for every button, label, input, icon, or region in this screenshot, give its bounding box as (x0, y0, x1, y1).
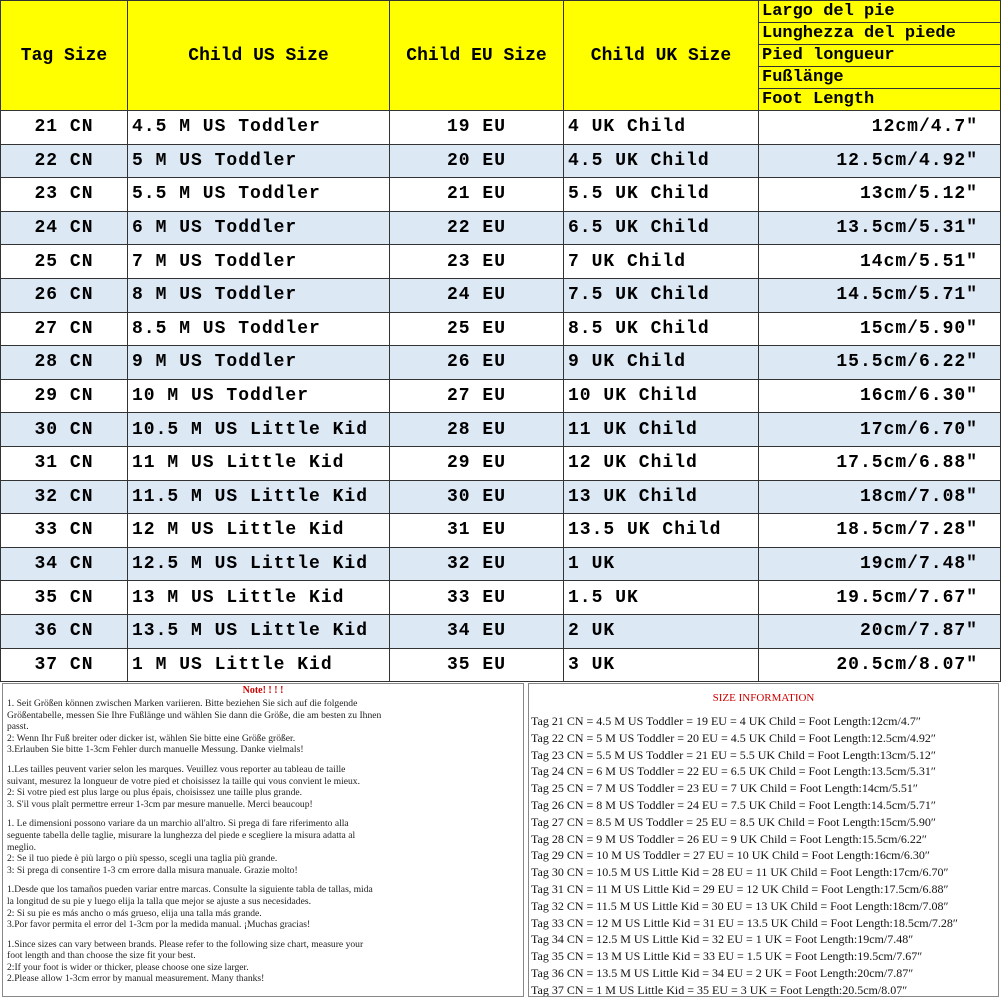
cell-us-size: 4.5 M US Toddler (128, 111, 390, 145)
cell-eu-size: 30 EU (390, 480, 564, 514)
cell-us-size: 12 M US Little Kid (128, 514, 390, 548)
cell-uk-size: 7 UK Child (564, 245, 759, 279)
cell-eu-size: 20 EU (390, 144, 564, 178)
cell-tag-size: 28 CN (1, 346, 128, 380)
cell-tag-size: 37 CN (1, 648, 128, 682)
note-title: Note! ! ! ! (242, 685, 284, 696)
table-row (1, 648, 1001, 682)
cell-us-size: 9 M US Toddler (128, 346, 390, 380)
cell-us-size: 5 M US Toddler (128, 144, 390, 178)
cell-us-size: 13 M US Little Kid (128, 581, 390, 615)
cell-foot-length: 19.5cm/7.67″ (759, 581, 1001, 615)
cell-foot-length: 15cm/5.90″ (759, 312, 1001, 346)
cell-foot-length: 14.5cm/5.71″ (759, 278, 1001, 312)
cell-eu-size: 32 EU (390, 547, 564, 581)
cell-tag-size: 34 CN (1, 547, 128, 581)
table-header-row (1, 1, 1001, 111)
size-information-line: Tag 31 CN = 11 M US Little Kid = 29 EU = 12 UK Child = Foot Length:17.5cm/6.88″ (531, 881, 949, 896)
note-paragraph-fr: 1.Les tailles peuvent varier selon les marques. Veuillez vous reporter au tableau de taille suivant, mesurez la longueur de votre pied et choisissez la taille qui vous convient le mieux. 2: Si votre pied est plus large ou plus épais, choisissez une taille plus grande. 3. S'il vous plaît permettre erreur 1-3cm par mesure manuelle. Merci beaucoup! (7, 763, 361, 810)
cell-eu-size: 31 EU (390, 514, 564, 548)
cell-uk-size: 1.5 UK (564, 581, 759, 615)
table-row (1, 178, 1001, 212)
header-tag-size: Tag Size (1, 1, 128, 111)
size-information-line: Tag 29 CN = 10 M US Toddler = 27 EU = 10 UK Child = Foot Length:16cm/6.30″ (531, 848, 930, 863)
cell-eu-size: 33 EU (390, 581, 564, 615)
cell-uk-size: 7.5 UK Child (564, 278, 759, 312)
cell-us-size: 8 M US Toddler (128, 278, 390, 312)
cell-uk-size: 1 UK (564, 547, 759, 581)
cell-foot-length: 16cm/6.30″ (759, 379, 1001, 413)
cell-foot-length: 17cm/6.70″ (759, 413, 1001, 447)
cell-foot-length: 15.5cm/6.22″ (759, 346, 1001, 380)
cell-uk-size: 11 UK Child (564, 413, 759, 447)
size-information-line: Tag 30 CN = 10.5 M US Little Kid = 28 EU = 11 UK Child = Foot Length:17cm/6.70″ (531, 865, 949, 880)
cell-eu-size: 19 EU (390, 111, 564, 145)
table-row (1, 581, 1001, 615)
table-row (1, 346, 1001, 380)
cell-foot-length: 20.5cm/8.07″ (759, 648, 1001, 682)
cell-uk-size: 5.5 UK Child (564, 178, 759, 212)
size-information-line: Tag 32 CN = 11.5 M US Little Kid = 30 EU = 13 UK Child = Foot Length:18cm/7.08″ (531, 898, 949, 913)
table-row (1, 514, 1001, 548)
cell-uk-size: 9 UK Child (564, 346, 759, 380)
cell-eu-size: 29 EU (390, 446, 564, 480)
cell-uk-size: 2 UK (564, 614, 759, 648)
cell-us-size: 10.5 M US Little Kid (128, 413, 390, 447)
foot-length-label-it: Lunghezza del piede (759, 23, 1000, 45)
cell-tag-size: 30 CN (1, 413, 128, 447)
cell-eu-size: 23 EU (390, 245, 564, 279)
table-row (1, 413, 1001, 447)
table-row (1, 614, 1001, 648)
cell-uk-size: 6.5 UK Child (564, 211, 759, 245)
size-information-title: SIZE INFORMATION (712, 692, 815, 704)
cell-tag-size: 27 CN (1, 312, 128, 346)
cell-us-size: 13.5 M US Little Kid (128, 614, 390, 648)
size-information-line: Tag 33 CN = 12 M US Little Kid = 31 EU = 13.5 UK Child = Foot Length:18.5cm/7.28″ (531, 915, 958, 930)
cell-eu-size: 26 EU (390, 346, 564, 380)
cell-foot-length: 14cm/5.51″ (759, 245, 1001, 279)
cell-foot-length: 18.5cm/7.28″ (759, 514, 1001, 548)
cell-uk-size: 3 UK (564, 648, 759, 682)
note-panel (2, 683, 524, 997)
cell-foot-length: 13.5cm/5.31″ (759, 211, 1001, 245)
cell-tag-size: 26 CN (1, 278, 128, 312)
cell-uk-size: 12 UK Child (564, 446, 759, 480)
cell-tag-size: 33 CN (1, 514, 128, 548)
cell-foot-length: 12cm/4.7″ (759, 111, 1001, 145)
size-information-line: Tag 21 CN = 4.5 M US Toddler = 19 EU = 4 UK Child = Foot Length:12cm/4.7″ (531, 714, 921, 728)
cell-uk-size: 13 UK Child (564, 480, 759, 514)
cell-tag-size: 32 CN (1, 480, 128, 514)
cell-foot-length: 17.5cm/6.88″ (759, 446, 1001, 480)
cell-foot-length: 19cm/7.48″ (759, 547, 1001, 581)
cell-us-size: 11 M US Little Kid (128, 446, 390, 480)
note-paragraph-es: 1.Desde que los tamaños pueden variar entre marcas. Consulte la siguiente tabla de tallas, mida la longitud de su pie y luego elija la talla que mejor se ajuste a sus necesidades. 2: Si su pie es más ancho o más grueso, elija una talla más grande. 3.Por favor permita el error del 1-3cm por la medida manual. ¡Muchas gracias! (7, 884, 373, 931)
cell-us-size: 11.5 M US Little Kid (128, 480, 390, 514)
foot-length-label-en: Foot Length (762, 90, 875, 109)
header-foot-length (759, 1, 1001, 111)
cell-foot-length: 13cm/5.12″ (759, 178, 1001, 212)
cell-eu-size: 34 EU (390, 614, 564, 648)
table-row (1, 144, 1001, 178)
cell-uk-size: 10 UK Child (564, 379, 759, 413)
table-row (1, 312, 1001, 346)
table-row (1, 211, 1001, 245)
cell-uk-size: 8.5 UK Child (564, 312, 759, 346)
cell-tag-size: 23 CN (1, 178, 128, 212)
cell-eu-size: 24 EU (390, 278, 564, 312)
size-information-line: Tag 28 CN = 9 M US Toddler = 26 EU = 9 UK Child = Foot Length:15.5cm/6.22″ (531, 831, 927, 846)
size-information-line: Tag 37 CN = 1 M US Little Kid = 35 EU = 3 UK = Foot Length:20.5cm/8.07″ (531, 982, 908, 997)
cell-us-size: 7 M US Toddler (128, 245, 390, 279)
table-row (1, 278, 1001, 312)
size-information-line: Tag 22 CN = 5 M US Toddler = 20 EU = 4.5 UK Child = Foot Length:12.5cm/4.92″ (531, 730, 936, 745)
table-row (1, 446, 1001, 480)
foot-length-label-fr: Pied longueur (759, 45, 1000, 67)
cell-uk-size: 4.5 UK Child (564, 144, 759, 178)
size-information-panel (528, 683, 999, 997)
size-information-line: Tag 27 CN = 8.5 M US Toddler = 25 EU = 8.5 UK Child = Foot Length:15cm/5.90″ (531, 814, 936, 829)
foot-length-label-de: Fußlänge (759, 67, 1000, 89)
cell-tag-size: 22 CN (1, 144, 128, 178)
cell-us-size: 1 M US Little Kid (128, 648, 390, 682)
cell-eu-size: 21 EU (390, 178, 564, 212)
size-information-line: Tag 36 CN = 13.5 M US Little Kid = 34 EU = 2 UK = Foot Length:20cm/7.87″ (531, 965, 914, 980)
cell-tag-size: 21 CN (1, 111, 128, 145)
cell-eu-size: 28 EU (390, 413, 564, 447)
header-us-size: Child US Size (128, 1, 390, 111)
size-information-line: Tag 34 CN = 12.5 M US Little Kid = 32 EU = 1 UK = Foot Length:19cm/7.48″ (531, 932, 914, 947)
cell-eu-size: 25 EU (390, 312, 564, 346)
size-information-line: Tag 24 CN = 6 M US Toddler = 22 EU = 6.5 UK Child = Foot Length:13.5cm/5.31″ (531, 764, 936, 779)
table-row (1, 379, 1001, 413)
note-paragraph-en: 1.Since sizes can vary between brands. Please refer to the following size chart, measure your foot length and than choose the size fit your best. 2:If your foot is wider or thicker, please choose one size larger. 2.Please allow 1-3cm error by manual measurement. Many thanks! (7, 938, 364, 985)
cell-eu-size: 27 EU (390, 379, 564, 413)
cell-us-size: 6 M US Toddler (128, 211, 390, 245)
cell-tag-size: 31 CN (1, 446, 128, 480)
size-information-line: Tag 23 CN = 5.5 M US Toddler = 21 EU = 5.5 UK Child = Foot Length:13cm/5.12″ (531, 747, 936, 762)
size-information-line: Tag 35 CN = 13 M US Little Kid = 33 EU = 1.5 UK = Foot Length:19.5cm/7.67″ (531, 949, 923, 964)
cell-tag-size: 29 CN (1, 379, 128, 413)
table-row (1, 547, 1001, 581)
size-table-body (1, 111, 1001, 682)
cell-foot-length: 18cm/7.08″ (759, 480, 1001, 514)
table-row (1, 111, 1001, 145)
cell-us-size: 5.5 M US Toddler (128, 178, 390, 212)
cell-tag-size: 24 CN (1, 211, 128, 245)
cell-us-size: 10 M US Toddler (128, 379, 390, 413)
cell-uk-size: 13.5 UK Child (564, 514, 759, 548)
note-paragraph-de: 1. Seit Größen können zwischen Marken variieren. Bitte beziehen Sie sich auf die folgende Größentabelle, messen Sie Ihre Fußlänge und wählen Sie dann die Größe, die am besten zu Ihnen passt. 2: Wenn Ihr Fuß breiter oder dicker ist, wählen Sie bitte eine Größe größer. 3.Erlauben Sie bitte 1-3cm Fehler durch manuelle Messung. Danke vielmals! (7, 698, 382, 756)
note-paragraph-it: 1. Le dimensioni possono variare da un marchio all'altro. Si prega di fare riferimento alla seguente tabella delle taglie, misurare la lunghezza del piede e scegliere la misura adatta al meglio. 2: Se il tuo piede è più largo o più spesso, scegli una taglia più grande. 3: Si prega di consentire 1-3 cm errore dalla misura manuale. Grazie molto! (7, 818, 356, 876)
cell-tag-size: 35 CN (1, 581, 128, 615)
cell-foot-length: 12.5cm/4.92″ (759, 144, 1001, 178)
size-information-list (529, 713, 998, 997)
cell-tag-size: 36 CN (1, 614, 128, 648)
size-information-line: Tag 25 CN = 7 M US Toddler = 23 EU = 7 UK Child = Foot Length:14cm/5.51″ (531, 781, 918, 796)
header-eu-size: Child EU Size (390, 1, 564, 111)
cell-tag-size: 25 CN (1, 245, 128, 279)
cell-us-size: 12.5 M US Little Kid (128, 547, 390, 581)
cell-us-size: 8.5 M US Toddler (128, 312, 390, 346)
cell-foot-length: 20cm/7.87″ (759, 614, 1001, 648)
table-row (1, 480, 1001, 514)
size-information-line: Tag 26 CN = 8 M US Toddler = 24 EU = 7.5 UK Child = Foot Length:14.5cm/5.71″ (531, 797, 936, 812)
cell-uk-size: 4 UK Child (564, 111, 759, 145)
header-uk-size: Child UK Size (564, 1, 759, 111)
table-row (1, 245, 1001, 279)
cell-eu-size: 22 EU (390, 211, 564, 245)
cell-eu-size: 35 EU (390, 648, 564, 682)
foot-length-label-es: Largo del pie (759, 1, 1000, 23)
